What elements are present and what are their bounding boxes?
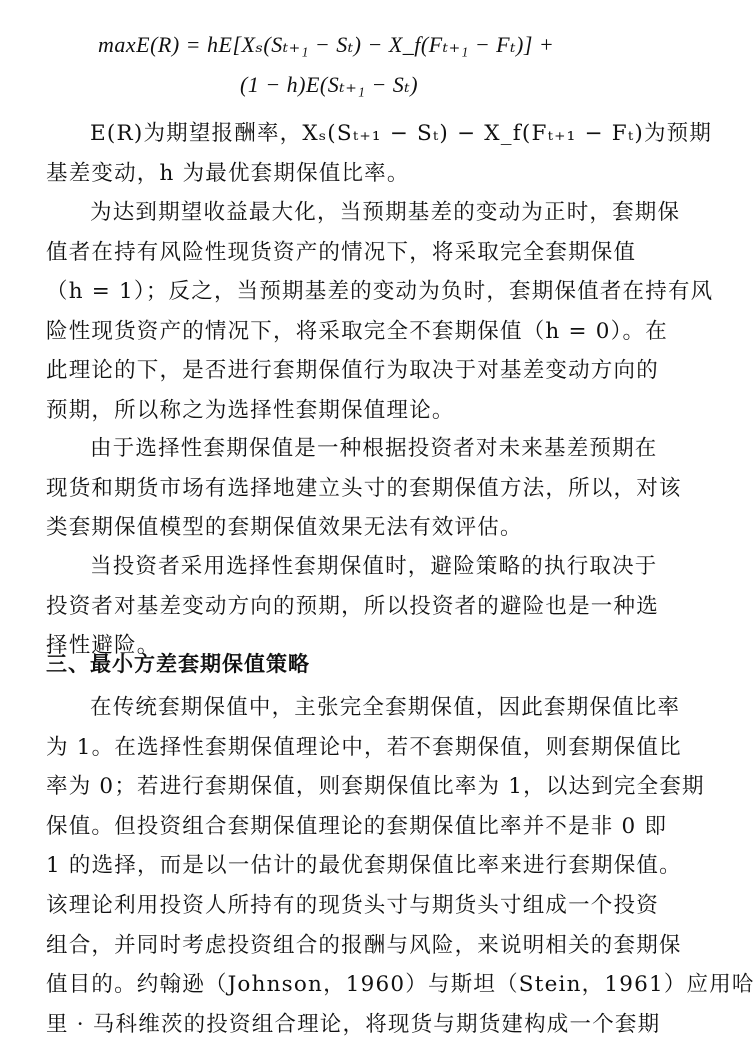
- paragraph-line: 里 · 马科维茨的投资组合理论，将现货与期货建构成一个套期: [46, 1011, 661, 1037]
- paragraph-line: 险性现货资产的情况下，将采取完全不套期保值（h = 0）。在: [46, 318, 668, 344]
- paragraph-line: E(R)为期望报酬率，Xₛ(Sₜ₊₁ − Sₜ) − X_f(Fₜ₊₁ − Fₜ)为预期: [90, 121, 713, 146]
- paragraph-selective-hedging: [46, 429, 682, 548]
- paragraph-line: 投资者对基差变动方向的预期，所以投资者的避险也是一种选: [46, 593, 659, 619]
- paragraph-definition: [46, 114, 713, 193]
- paragraph-line: 基差变动，h 为最优套期保值比率。: [46, 160, 410, 186]
- paragraph-line: 组合，并同时考虑投资组合的报酬与风险，来说明相关的套期保: [46, 932, 682, 958]
- paragraph-line: 现货和期货市场有选择地建立头寸的套期保值方法，所以，对该: [46, 475, 682, 501]
- paragraph-line: 值目的。约翰逊（Johnson，1960）与斯坦（Stein，1961）应用哈: [46, 972, 755, 998]
- formula-line-1: maxE(R) = hE[Xₛ(Sₜ₊₁ − Sₜ) − X_f(Fₜ₊₁ − Fₜ)] +: [98, 32, 555, 57]
- paragraph-expected-return: [46, 193, 714, 431]
- paragraph-line: 为达到期望收益最大化，当预期基差的变动为正时，套期保: [90, 200, 681, 225]
- paragraph-line: （h = 1）；反之，当预期基差的变动为负时，套期保值者在持有风: [46, 279, 714, 305]
- paragraph-line: 该理论利用投资人所持有的现货头寸与期货头寸组成一个投资: [46, 892, 659, 918]
- paragraph-line: 保值。但投资组合套期保值理论的套期保值比率并不是非 0 即: [46, 813, 668, 839]
- paragraph-line: 由于选择性套期保值是一种根据投资者对未来基差预期在: [90, 436, 658, 461]
- section-heading: 三、最小方差套期保值策略: [46, 652, 310, 676]
- paragraph-min-variance: [46, 688, 755, 1044]
- paragraph-line: 类套期保值模型的套期保值效果无法有效评估。: [46, 515, 523, 541]
- paragraph-line: 率为 0；若进行套期保值，则套期保值比率为 1，以达到完全套期: [46, 774, 705, 800]
- paragraph-line: 1 的选择，而是以一估计的最优套期保值比率来进行套期保值。: [46, 853, 682, 879]
- formula-line-2: (1 − h)E(Sₜ₊₁ − Sₜ): [240, 72, 419, 97]
- paragraph-line: 为 1。在选择性套期保值理论中，若不套期保值，则套期保值比: [46, 734, 682, 760]
- paragraph-line: 预期，所以称之为选择性套期保值理论。: [46, 397, 455, 423]
- paragraph-line: 此理论的下，是否进行套期保值行为取决于对基差变动方向的: [46, 358, 659, 384]
- paragraph-line: 在传统套期保值中，主张完全套期保值，因此套期保值比率: [90, 695, 681, 720]
- paragraph-line: 择性避险。: [46, 633, 160, 659]
- paragraph-line: 值者在持有风险性现货资产的情况下，将采取完全套期保值: [46, 239, 637, 265]
- paragraph-line: 当投资者采用选择性套期保值时，避险策略的执行取决于: [90, 554, 658, 579]
